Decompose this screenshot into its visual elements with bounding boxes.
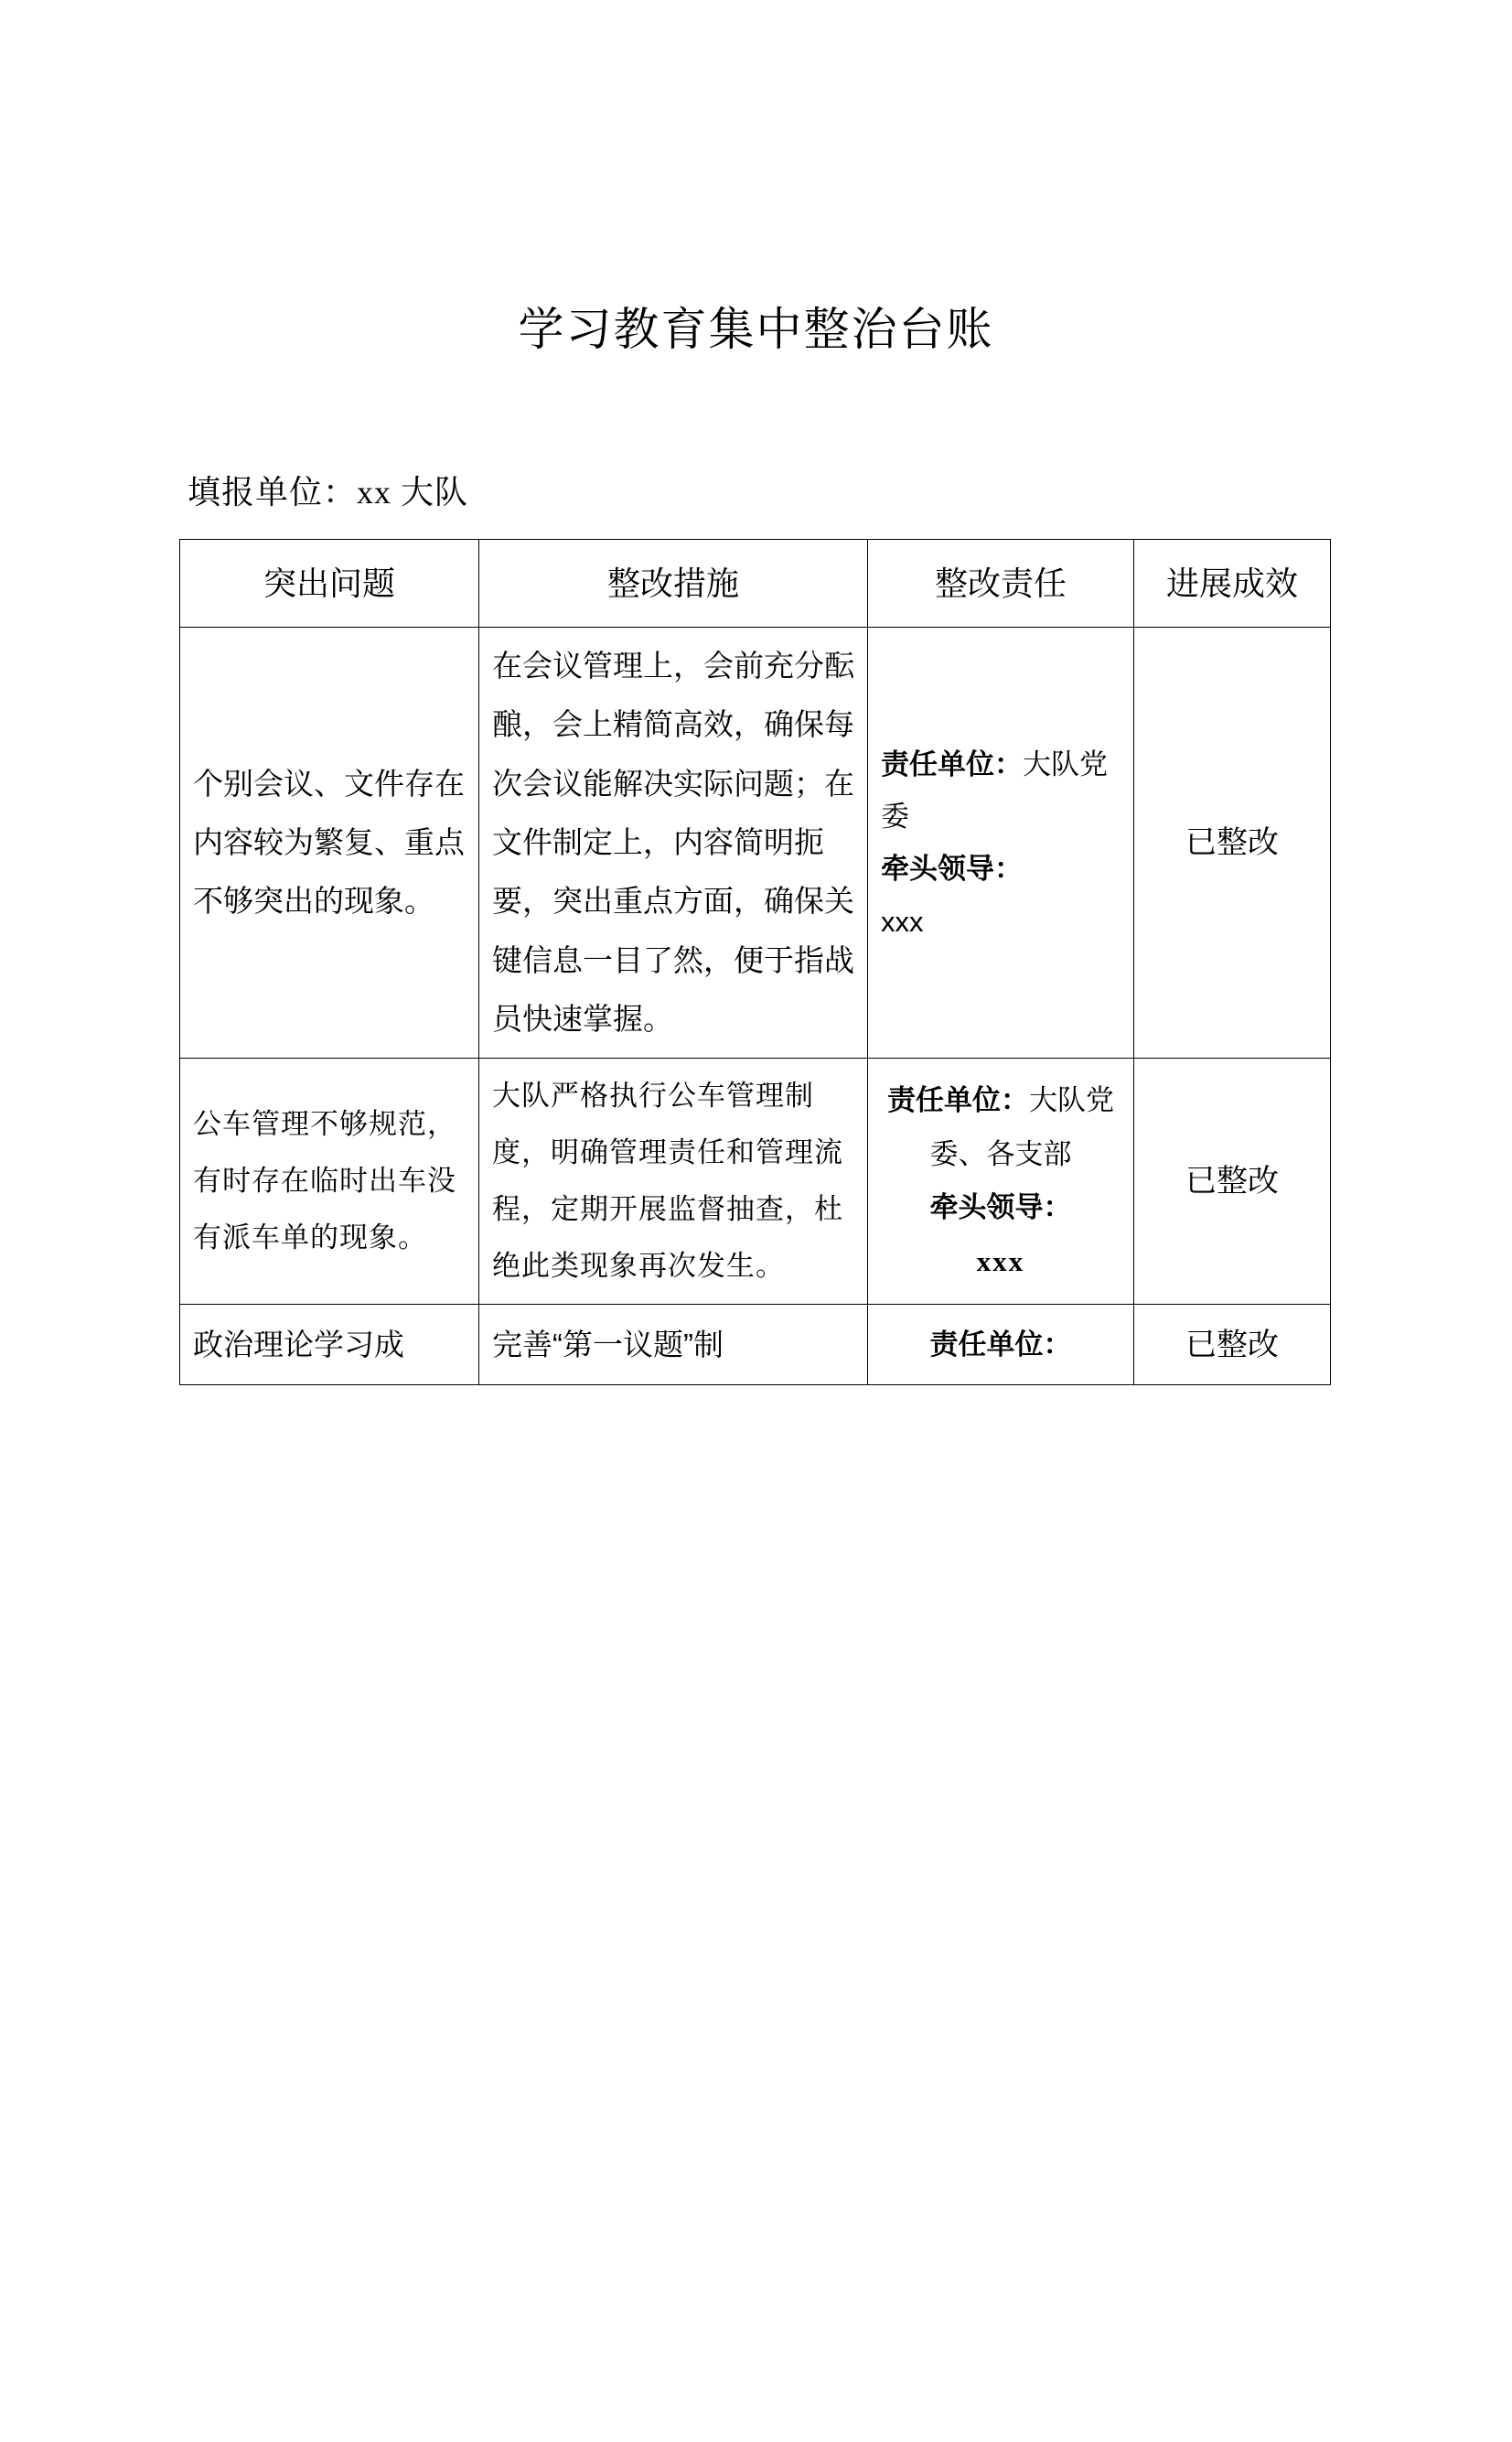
cell-measure: 大队严格执行公车管理制度，明确管理责任和管理流程，定期开展监督抽查，杜绝此类现象再次发生。 <box>479 1059 868 1305</box>
table-row <box>180 1059 1331 1305</box>
cell-problem: 政治理论学习成 <box>180 1305 479 1385</box>
column-header-problem: 突出问题 <box>180 540 479 628</box>
responsible-unit-label: 责任单位： <box>881 748 1023 780</box>
reporting-unit-line: 填报单位：xx 大队 <box>188 474 469 511</box>
lead-leader-value: xxx <box>881 905 924 938</box>
lead-leader-value: xxx <box>976 1245 1025 1278</box>
table-header-row <box>180 540 1331 628</box>
responsible-unit-value: 大队党委、各支部 <box>929 1083 1114 1170</box>
cell-responsibility <box>868 628 1134 1059</box>
cell-progress-status: 已整改 <box>1134 1305 1331 1385</box>
cell-progress-status: 已整改 <box>1134 1059 1331 1305</box>
lead-leader-label: 牵头领导： <box>929 1191 1072 1224</box>
cell-problem: 公车管理不够规范，有时存在临时出车没有派车单的现象。 <box>180 1059 479 1305</box>
column-header-measure: 整改措施 <box>479 540 868 628</box>
column-header-progress: 进展成效 <box>1134 540 1331 628</box>
table-row <box>180 628 1331 1059</box>
responsible-unit-value: 大队党委 <box>881 748 1108 833</box>
cell-responsibility <box>868 1305 1134 1385</box>
responsible-unit-label: 责任单位： <box>887 1083 1029 1116</box>
rectification-ledger-table <box>179 539 1331 1385</box>
cell-problem: 个别会议、文件存在内容较为繁复、重点不够突出的现象。 <box>180 628 479 1059</box>
cell-measure: 完善“第一议题”制 <box>479 1305 868 1385</box>
responsible-unit-label: 责任单位： <box>929 1329 1072 1361</box>
cell-progress-status: 已整改 <box>1134 628 1331 1059</box>
column-header-responsibility: 整改责任 <box>868 540 1134 628</box>
page-title: 学习教育集中整治台账 <box>518 304 994 355</box>
cell-measure: 在会议管理上，会前充分酝酿，会上精简高效，确保每次会议能解决实际问题；在文件制定上，内容简明扼要，突出重点方面，确保关键信息一目了然，便于指战员快速掌握。 <box>479 628 868 1059</box>
table-row <box>180 1305 1331 1385</box>
lead-leader-label: 牵头领导： <box>881 853 1023 886</box>
cell-responsibility <box>868 1059 1134 1305</box>
document-page <box>0 302 1512 2442</box>
